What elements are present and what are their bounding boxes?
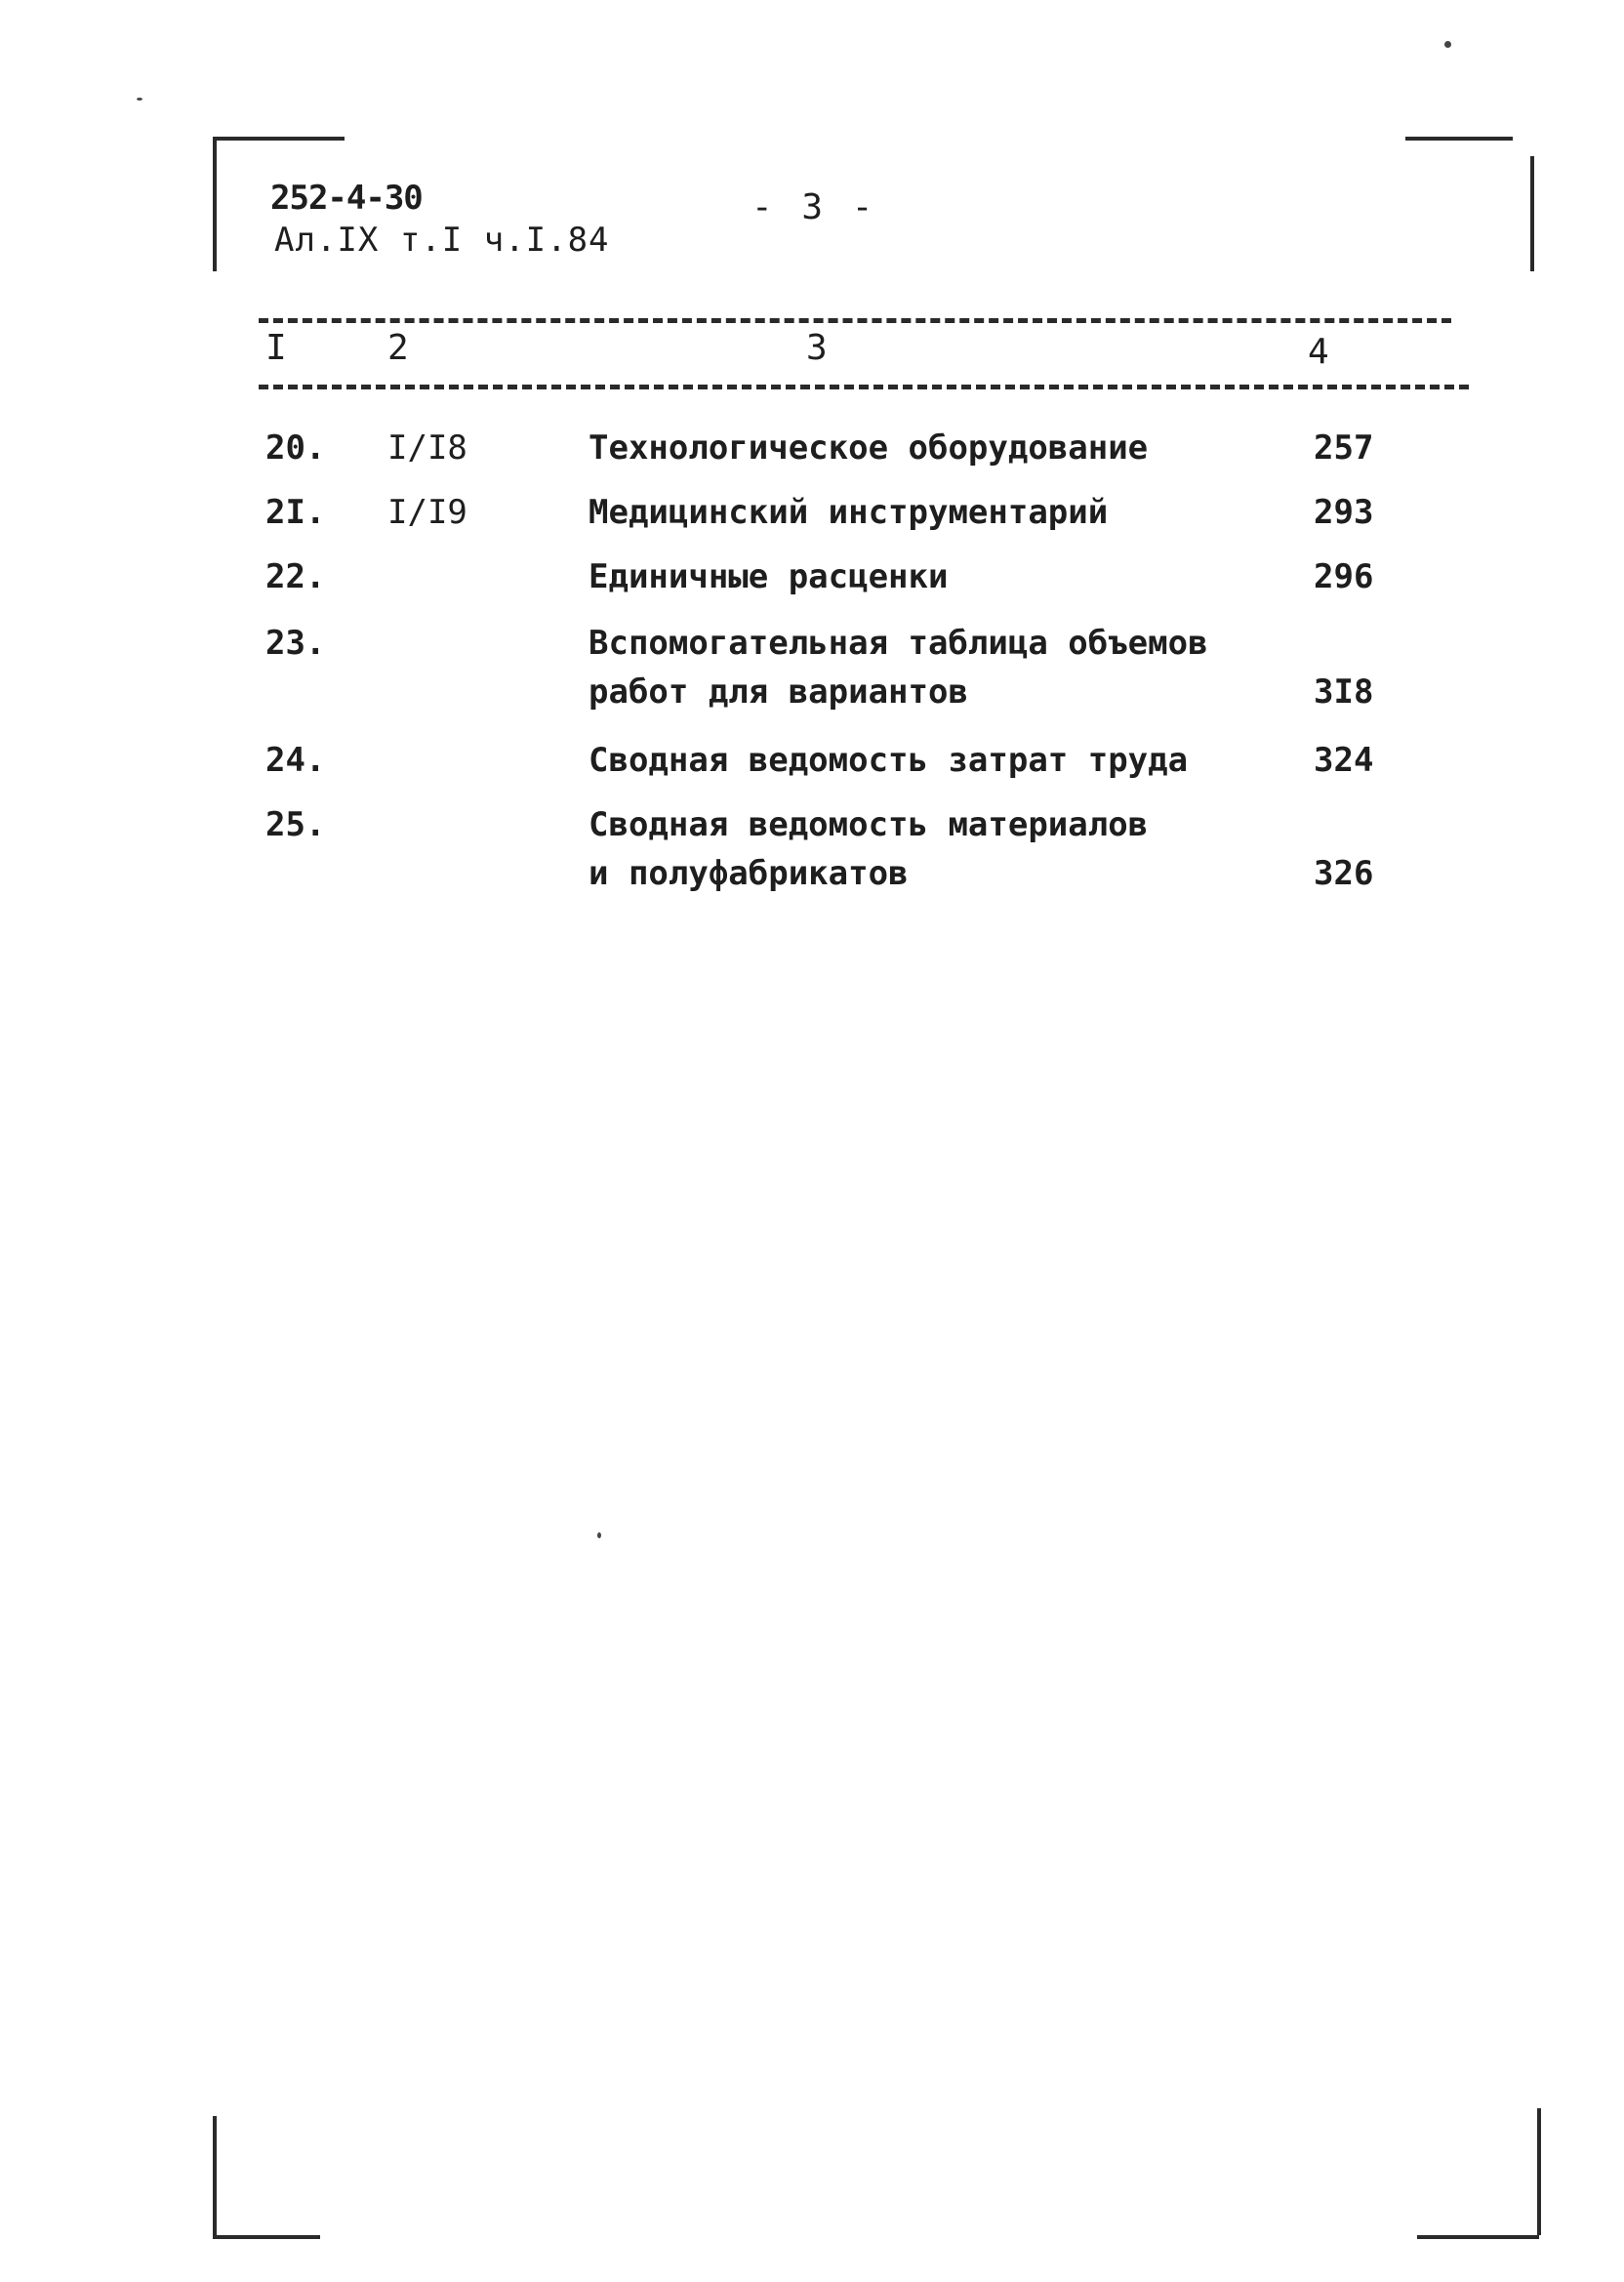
row-number: 2I. xyxy=(265,493,326,532)
corner-mark-top-left-vertical xyxy=(213,137,217,271)
corner-mark-top-right-horizontal xyxy=(1405,137,1513,141)
column-header-3: 3 xyxy=(806,328,828,368)
row-page: 293 xyxy=(1314,493,1374,532)
corner-mark-bottom-left-horizontal xyxy=(213,2235,320,2239)
row-title: Сводная ведомость материалов xyxy=(589,805,1149,844)
row-page: 324 xyxy=(1314,741,1374,780)
row-reference: I/I8 xyxy=(387,428,467,468)
row-title-continuation: работ для вариантов xyxy=(589,672,968,712)
corner-mark-bottom-right-horizontal xyxy=(1417,2235,1539,2239)
document-code: 252-4-30 xyxy=(270,179,423,218)
row-reference: I/I9 xyxy=(387,493,467,532)
table-header-bottom-rule xyxy=(259,385,1469,389)
row-page: 257 xyxy=(1314,428,1374,468)
row-title: Единичные расценки xyxy=(589,557,949,596)
document-subtitle: Ал.IX т.I ч.I.84 xyxy=(274,221,610,260)
row-number: 23. xyxy=(265,624,326,663)
column-header-4: 4 xyxy=(1308,332,1329,372)
row-title-continuation: и полуфабрикатов xyxy=(589,854,909,893)
row-number: 22. xyxy=(265,557,326,596)
row-page: 296 xyxy=(1314,557,1374,596)
corner-mark-bottom-right-vertical xyxy=(1537,2108,1541,2235)
corner-mark-top-right-vertical xyxy=(1530,156,1534,271)
column-header-1: I xyxy=(265,328,287,368)
column-header-2: 2 xyxy=(387,328,409,368)
row-title: Медицинский инструментарий xyxy=(589,493,1109,532)
corner-mark-bottom-left-vertical xyxy=(213,2116,217,2238)
row-number: 20. xyxy=(265,428,326,468)
corner-mark-top-left-horizontal xyxy=(213,137,345,141)
row-page: 326 xyxy=(1314,854,1374,893)
scan-speck xyxy=(137,98,142,101)
scan-speck xyxy=(597,1532,601,1538)
table-top-rule xyxy=(259,318,1451,323)
row-title: Технологическое оборудование xyxy=(589,428,1149,468)
scan-speck xyxy=(1444,41,1451,48)
page-number: - 3 - xyxy=(751,187,877,227)
row-title: Вспомогательная таблица объемов xyxy=(589,624,1208,663)
row-page: 3I8 xyxy=(1314,672,1374,712)
row-title: Сводная ведомость затрат труда xyxy=(589,741,1189,780)
row-number: 24. xyxy=(265,741,326,780)
row-number: 25. xyxy=(265,805,326,844)
